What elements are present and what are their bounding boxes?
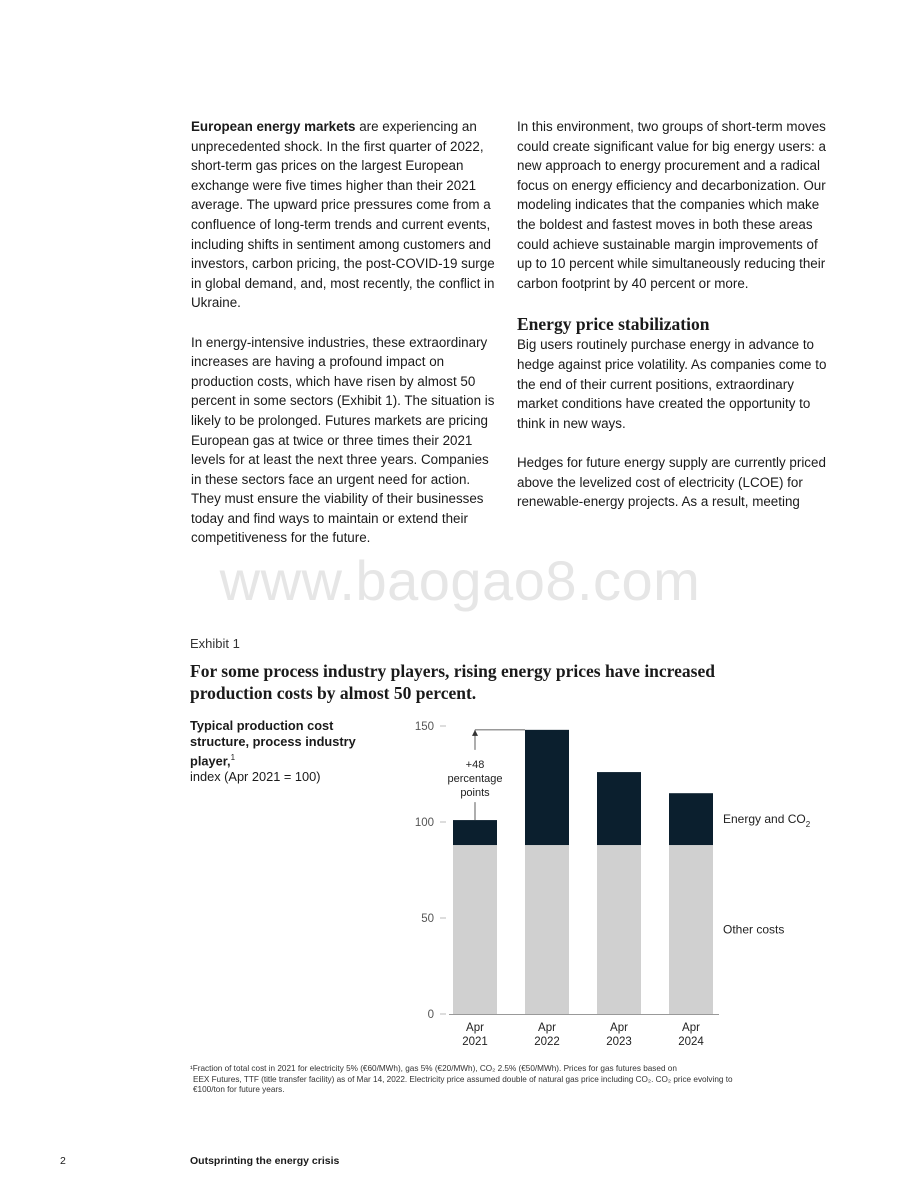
chart-caption (190, 718, 380, 785)
bar-segment (597, 772, 641, 845)
y-tick-label: 50 (421, 913, 434, 925)
series-label: Other costs (723, 922, 785, 937)
x-tick-label: Apr (610, 1022, 628, 1034)
watermark-text: www.baogao8.com (219, 549, 701, 612)
annotation-label: +48 (465, 758, 485, 771)
annotation-label: percentage (447, 772, 503, 785)
annotation-label: points (460, 786, 490, 799)
bar-segment (669, 793, 713, 845)
bar-segment (669, 845, 713, 1014)
bar-segment (597, 845, 641, 1014)
footnote-line: €100/ton for future years. (193, 1085, 285, 1094)
intro-paragraph-text: are experiencing an unprecedented shock. In the first quarter of 2022, short-term gas prices on the largest European exchange were five times higher than their 2021 average. The upward price pressures come from a confluence of long-term trends and current events, including shifts in sentiment among customers and investors, carbon pricing, the post-COVID-19 surge in global demand, and, most recently, the conflict in Ukraine. (191, 119, 495, 311)
short-term-moves-paragraph: In this environment, two groups of short-term moves could create significant value for big energy users: a new approach to energy procurement and a radical focus on energy efficiency and decarbonization. Our modeling indicates that the companies which make the boldest and fastest moves in both these areas could achieve sustainable margin improvements of up to 10 percent while simultaneously reducing their carbon footprint by 40 percent or more. (517, 119, 826, 291)
footnote-line: EEX Futures, TTF (title transfer facility) as of Mar 14, 2022. Electricity price assumed double of natural gas price including CO₂. CO₂ price evolving to (193, 1074, 733, 1084)
x-tick-label: Apr (682, 1022, 700, 1034)
price-stabilization-paragraph: Big users routinely purchase energy in advance to hedge against price volatility. As companies come to the end of their current positions, extraordinary market conditions have created the opportunity to think in new ways. (517, 337, 827, 431)
annotation-arrow-icon (472, 730, 478, 736)
y-tick-label: 0 (427, 1009, 434, 1021)
energy-intensive-paragraph: In energy-intensive industries, these extraordinary increases are having a profound impact on production costs, which have risen by almost 50 percent in some sectors (Exhibit 1). The situation is likely to be prolonged. Futures markets are pricing European gas at twice or three times their 2021 levels for at least the next three years. Companies in these sectors face an urgent need for action. They must ensure the viability of their businesses today and find ways to maintain or extend their competitiveness for the future. (191, 334, 495, 546)
hedges-paragraph: Hedges for future energy supply are currently priced above the levelized cost of electricity (LCOE) for renewable-energy projects. As a result, meeting (517, 454, 826, 510)
lead-in-phrase: European energy markets (191, 119, 356, 134)
intro-paragraph (191, 117, 501, 313)
exhibit-label: Exhibit 1 (190, 636, 240, 651)
x-tick-label: 2022 (534, 1036, 560, 1048)
chart-caption-title: Typical production cost structure, process industry player, (190, 718, 356, 769)
cost-structure-chart (380, 712, 840, 1062)
y-tick-label: 100 (414, 817, 434, 829)
running-title: Outsprinting the energy crisis (190, 1155, 340, 1167)
chart-caption-unit: index (Apr 2021 = 100) (190, 769, 321, 785)
exhibit-title: For some process industry players, rising energy prices have increased production costs by almost 50 percent. (190, 661, 715, 703)
right-text-column (517, 117, 827, 512)
bar-segment (525, 845, 569, 1014)
footnote-line: ¹Fraction of total cost in 2021 for electricity 5% (€60/MWh), gas 5% (€20/MWh), CO₂ 2.5% (€50/MWh). Prices for gas futures based on (190, 1064, 677, 1073)
x-tick-label: 2024 (678, 1036, 704, 1048)
bar-segment (453, 845, 497, 1014)
y-tick-label: 150 (414, 721, 434, 733)
x-tick-label: Apr (466, 1022, 484, 1034)
footnote (190, 1064, 810, 1096)
left-text-column (191, 117, 501, 548)
series-label: Energy and $CO_2$ (723, 812, 811, 830)
x-tick-label: 2021 (462, 1036, 488, 1048)
page-number: 2 (60, 1155, 66, 1167)
x-tick-label: 2023 (606, 1036, 632, 1048)
bar-segment (453, 820, 497, 845)
x-tick-label: Apr (538, 1022, 556, 1034)
bar-segment (525, 730, 569, 845)
footnote-marker: 1 (230, 753, 236, 762)
section-heading: Energy price stabilization (517, 314, 710, 335)
